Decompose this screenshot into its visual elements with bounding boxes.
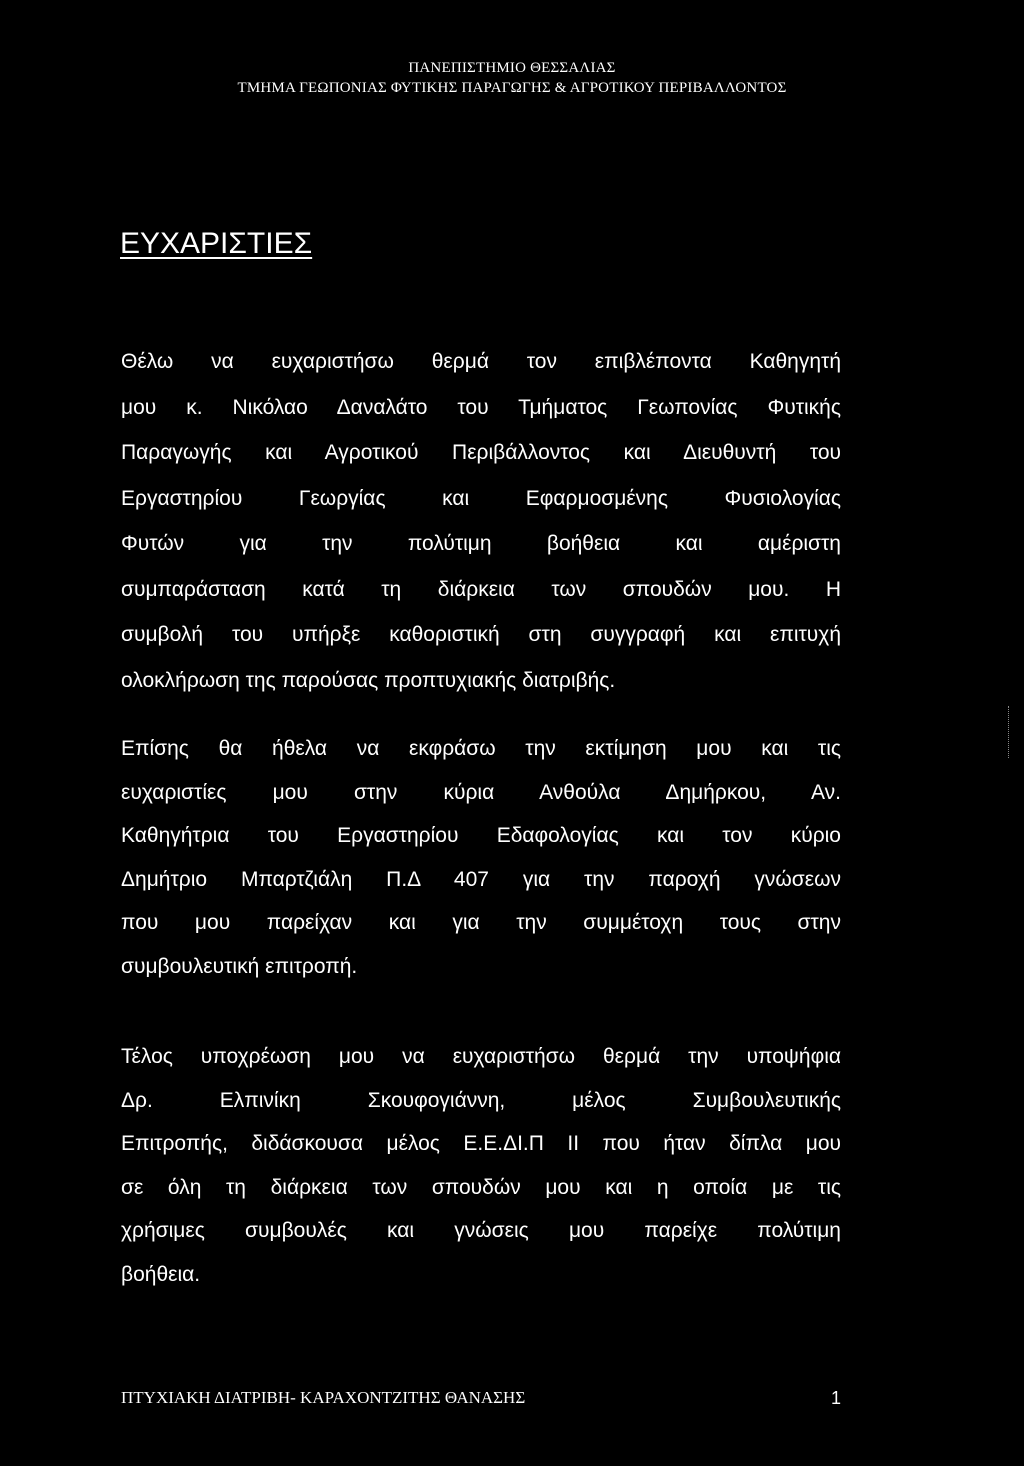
paragraph-1 bbox=[121, 339, 841, 703]
text-line: ολοκλήρωση της παρούσας προπτυχιακής διατριβής. bbox=[121, 668, 616, 692]
text-line: Καθηγήτρια του Εργαστηρίου Εδαφολογίας και τον κύριο bbox=[121, 824, 841, 847]
page-footer bbox=[121, 1387, 841, 1409]
text-line: Δημήτριο Μπαρτζιάλη Π.Δ 407 για την παροχή γνώσεων bbox=[121, 867, 841, 891]
footer-title: ΠΤΥΧΙΑΚΗ ΔΙΑΤΡΙΒΗ- ΚΑΡΑΧΟΝΤΖΙΤΗΣ ΘΑΝΑΣΗΣ bbox=[121, 1388, 526, 1407]
paragraph-3 bbox=[121, 1035, 841, 1296]
department-name: ΤΜΗΜΑ ΓΕΩΠΟΝΙΑΣ ΦΥΤΙΚΗΣ ΠΑΡΑΓΩΓΗΣ & ΑΓΡΟΤΙΚΟΥ ΠΕΡΙΒΑΛΛΟΝΤΟΣ bbox=[237, 80, 787, 96]
page-header bbox=[0, 58, 1024, 98]
text-line: μου κ. Νικόλαο Δαναλάτο του Τμήματος Γεωπονίας Φυτικής bbox=[121, 395, 841, 419]
text-line: Φυτών για την πολύτιμη βοήθεια και αμέριστη bbox=[121, 532, 841, 555]
page-number: 1 bbox=[830, 1388, 841, 1408]
text-line: Τέλος υποχρέωση μου να ευχαριστήσω θερμά την υποψήφια bbox=[121, 1045, 841, 1068]
text-line: Δρ. Ελπινίκη Σκουφογιάννη, μέλος Συμβουλευτικής bbox=[121, 1088, 841, 1112]
university-name: ΠΑΝΕΠΙΣΤΗΜΙΟ ΘΕΣΣΑΛΙΑΣ bbox=[408, 60, 616, 76]
margin-mark bbox=[1008, 706, 1010, 758]
section-title: ΕΥΧΑΡΙΣΤΙΕΣ bbox=[120, 227, 313, 260]
text-line: Παραγωγής και Αγροτικού Περιβάλλοντος και Διευθυντή του bbox=[121, 441, 841, 464]
text-line: ευχαριστίες μου στην κύρια Ανθούλα Δημήρκου, Αν. bbox=[121, 780, 841, 804]
text-line: χρήσιμες συμβουλές και γνώσεις μου παρείχε πολύτιμη bbox=[121, 1219, 841, 1242]
paragraph-2 bbox=[121, 727, 841, 988]
text-line: Θέλω να ευχαριστήσω θερμά τον επιβλέποντα Καθηγητή bbox=[121, 350, 841, 373]
text-line: βοήθεια. bbox=[121, 1262, 201, 1286]
text-line: Επίσης θα ήθελα να εκφράσω την εκτίμηση μου και τις bbox=[121, 737, 841, 760]
text-line: σε όλη τη διάρκεια των σπουδών μου και η οποία με τις bbox=[121, 1175, 841, 1199]
text-line: συμβολή του υπήρξε καθοριστική στη συγγραφή και επιτυχή bbox=[121, 623, 841, 646]
text-line: Εργαστηρίου Γεωργίας και Εφαρμοσμένης Φυσιολογίας bbox=[121, 486, 841, 510]
text-line: συμπαράσταση κατά τη διάρκεια των σπουδών μου. Η bbox=[121, 577, 841, 601]
text-line: Επιτροπής, διδάσκουσα μέλος Ε.Ε.ΔΙ.Π ΙΙ που ήταν δίπλα μου bbox=[121, 1132, 841, 1155]
text-line: που μου παρείχαν και για την συμμέτοχη τους στην bbox=[121, 911, 841, 934]
text-line: συμβουλευτική επιτροπή. bbox=[121, 954, 358, 978]
